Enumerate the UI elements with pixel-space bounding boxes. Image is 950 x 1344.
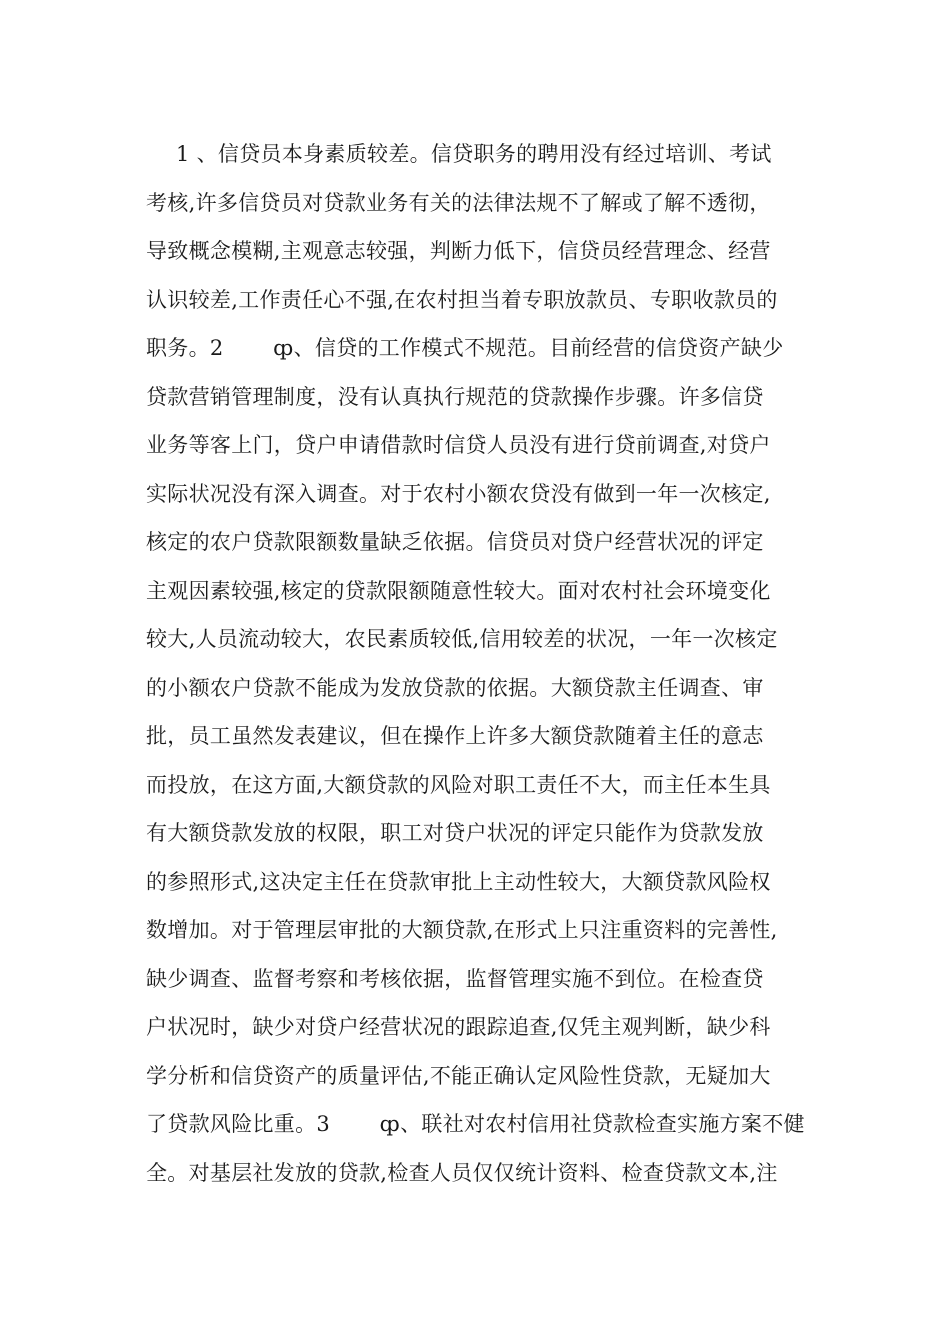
text-line: 批，员工虽然发表建议，但在操作上许多大额贷款随着主任的意志	[146, 724, 764, 748]
text-line: 全。对基层社发放的贷款,检查人员仅仅统计资料、检查贷款文本,注	[146, 1160, 778, 1185]
text-line: 而投放，在这方面,大额贷款的风险对职工责任不大，而主任本生具	[146, 772, 771, 797]
text-line: 职务。2 ȹ、信贷的工作模式不规范。目前经营的信贷资产缺少	[146, 336, 784, 360]
text-line: 缺少调查、监督考察和考核依据，监督管理实施不到位。在检查贷	[146, 966, 764, 991]
text-line: 1 、信贷员本身素质较差。信贷职务的聘用没有经过培训、考试	[176, 142, 772, 166]
text-line: 的小额农户贷款不能成为发放贷款的依据。大额贷款主任调查、审	[146, 675, 764, 700]
text-line: 业务等客上门，贷户申请借款时信贷人员没有进行贷前调查,对贷户	[146, 433, 771, 457]
text-line: 核定的农户贷款限额数量缺乏依据。信贷员对贷户经营状况的评定	[146, 530, 764, 554]
text-line: 数增加。对于管理层审批的大额贷款,在形式上只注重资料的完善性,	[146, 918, 778, 942]
text-line: 认识较差,工作责任心不强,在农村担当着专职放款员、专职收款员的	[146, 287, 778, 312]
text-line: 考核,许多信贷员对贷款业务有关的法律法规不了解或了解不透彻，	[146, 190, 771, 215]
text-line: 实际状况没有深入调查。对于农村小额农贷没有做到一年一次核定,	[146, 481, 771, 506]
text-line: 的参照形式,这决定主任在贷款审批上主动性较大，大额贷款风险权	[146, 869, 771, 894]
text-line: 主观因素较强,核定的贷款限额随意性较大。面对农村社会环境变化	[146, 578, 771, 603]
body-text	[146, 130, 806, 1197]
text-line: 有大额贷款发放的权限，职工对贷户状况的评定只能作为贷款发放	[146, 821, 764, 845]
text-line: 户状况时，缺少对贷户经营状况的跟踪追查,仅凭主观判断，缺少科	[146, 1015, 771, 1039]
text-line: 贷款营销管理制度，没有认真执行规范的贷款操作步骤。许多信贷	[146, 384, 764, 409]
text-line: 学分析和信贷资产的质量评估,不能正确认定风险性贷款，无疑加大	[146, 1063, 771, 1088]
text-line: 导致概念模糊,主观意志较强，判断力低下，信贷员经营理念、经营	[146, 239, 771, 263]
text-line: 较大,人员流动较大，农民素质较低,信用较差的状况，一年一次核定	[146, 627, 778, 651]
text-line: 了贷款风险比重。3 ȹ、联社对农村信用社贷款检查实施方案不健	[146, 1112, 805, 1136]
